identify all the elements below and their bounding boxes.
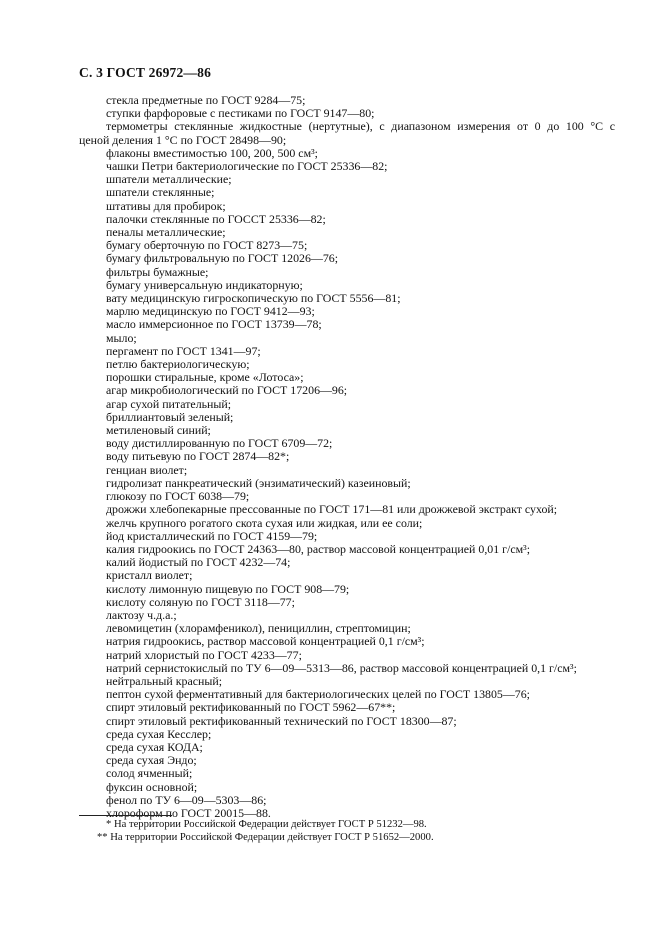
list-item: кислоту соляную по ГОСТ 3118—77; <box>106 594 295 609</box>
list-item: порошки стиральные, кроме «Лотоса»; <box>106 370 304 385</box>
list-item: спирт этиловый ректификованный по ГОСТ 5962—67**; <box>106 700 396 715</box>
list-item: дрожжи хлебопекарные прессованные по ГОСТ 171—81 или дрожжевой экстракт сухой; <box>106 502 558 517</box>
list-item: мыло; <box>106 330 137 345</box>
footnote-divider <box>79 815 172 816</box>
footnotes <box>79 818 434 844</box>
list-item: калий йодистый по ГОСТ 4232—74; <box>106 555 291 570</box>
list-item: калия гидроокись по ГОСТ 24363—80, раствор массовой концентрацией 0,01 г/см³; <box>106 541 531 556</box>
list-item: кислоту лимонную пищевую по ГОСТ 908—79; <box>106 581 350 596</box>
list-item: штативы для пробирок; <box>106 198 226 213</box>
footnote: ** На территории Российской Федерации действует ГОСТ Р 51652—2000. <box>97 832 434 843</box>
list-item: среда сухая Кесслер; <box>106 726 212 741</box>
list-item: метиленовый синий; <box>106 423 211 438</box>
list-item: желчь крупного рогатого скота сухая или жидкая, или ее соли; <box>106 515 423 530</box>
materials-list <box>79 94 615 820</box>
list-item: бумагу фильтровальную по ГОСТ 12026—76; <box>106 251 339 266</box>
list-item: пергамент по ГОСТ 1341—97; <box>106 343 261 358</box>
list-item: чашки Петри бактериологические по ГОСТ 25336—82; <box>106 159 388 174</box>
list-item: фильтры бумажные; <box>106 264 209 279</box>
list-item: натрий сернистокислый по ТУ 6—09—5313—86, раствор массовой концентрацией 0,1 г/см³; <box>106 660 577 675</box>
list-item: флаконы вместимостью 100, 200, 500 см³; <box>106 145 318 160</box>
list-item: бриллиантовый зеленый; <box>106 409 234 424</box>
list-item: бумагу оберточную по ГОСТ 8273—75; <box>106 238 308 253</box>
list-item: пеналы металлические; <box>106 225 226 240</box>
list-item: солод ячменный; <box>106 766 193 781</box>
list-item: глюкозу по ГОСТ 6038—79; <box>106 489 250 504</box>
list-item: гидролизат панкреатический (энзиматический) казеиновый; <box>106 475 411 490</box>
list-item: фенол по ТУ 6—09—5303—86; <box>106 792 267 807</box>
list-item: вату медицинскую гигроскопическую по ГОСТ 5556—81; <box>106 291 401 306</box>
list-item: воду питьевую по ГОСТ 2874—82*; <box>106 449 290 464</box>
list-item: среда сухая КОДА; <box>106 739 203 754</box>
list-item: кристалл виолет; <box>106 568 193 583</box>
list-item: шпатели стеклянные; <box>106 185 215 200</box>
footnote: * На территории Российской Федерации действует ГОСТ Р 51232—98. <box>106 819 427 830</box>
list-item: петлю бактериологическую; <box>106 357 250 372</box>
list-item: лактозу ч.д.а.; <box>106 607 177 622</box>
list-item: генциан виолет; <box>106 462 188 477</box>
list-item: термометры стеклянные жидкостные (нертутные), с диапазоном измерения от 0 до 100 °С с <box>106 119 615 134</box>
list-item-continuation: ценой деления 1 °С по ГОСТ 28498—90; <box>79 132 287 147</box>
page-header: С. 3 ГОСТ 26972—86 <box>79 65 212 80</box>
list-item: натрия гидроокись, раствор массовой концентрацией 0,1 г/см³; <box>106 634 425 649</box>
list-item: агар сухой питательный; <box>106 396 232 411</box>
list-item: воду дистиллированную по ГОСТ 6709—72; <box>106 436 333 451</box>
list-item: спирт этиловый ректификованный технический по ГОСТ 18300—87; <box>106 713 457 728</box>
list-item: палочки стеклянные по ГОССТ 25336—82; <box>106 211 326 226</box>
list-item: шпатели металлические; <box>106 172 232 187</box>
list-item: масло иммерсионное по ГОСТ 13739—78; <box>106 317 322 332</box>
list-item: йод кристаллический по ГОСТ 4159—79; <box>106 528 318 543</box>
list-item: среда сухая Эндо; <box>106 753 197 768</box>
list-item: фуксин основной; <box>106 779 198 794</box>
list-item: пептон сухой ферментативный для бактериологических целей по ГОСТ 13805—76; <box>106 687 530 702</box>
list-item: натрий хлористый по ГОСТ 4233—77; <box>106 647 302 662</box>
list-item: стекла предметные по ГОСТ 9284—75; <box>106 93 306 107</box>
list-item: нейтральный красный; <box>106 673 223 688</box>
list-item: агар микробиологический по ГОСТ 17206—96; <box>106 383 348 398</box>
list-item: хлороформ по ГОСТ 20015—88. <box>106 805 271 820</box>
list-item: левомицетин (хлорамфеникол), пенициллин, стрептомицин; <box>106 621 411 636</box>
list-item: бумагу универсальную индикаторную; <box>106 277 303 292</box>
list-item: ступки фарфоровые с пестиками по ГОСТ 9147—80; <box>106 106 375 121</box>
list-item: марлю медицинскую по ГОСТ 9412—93; <box>106 304 315 319</box>
